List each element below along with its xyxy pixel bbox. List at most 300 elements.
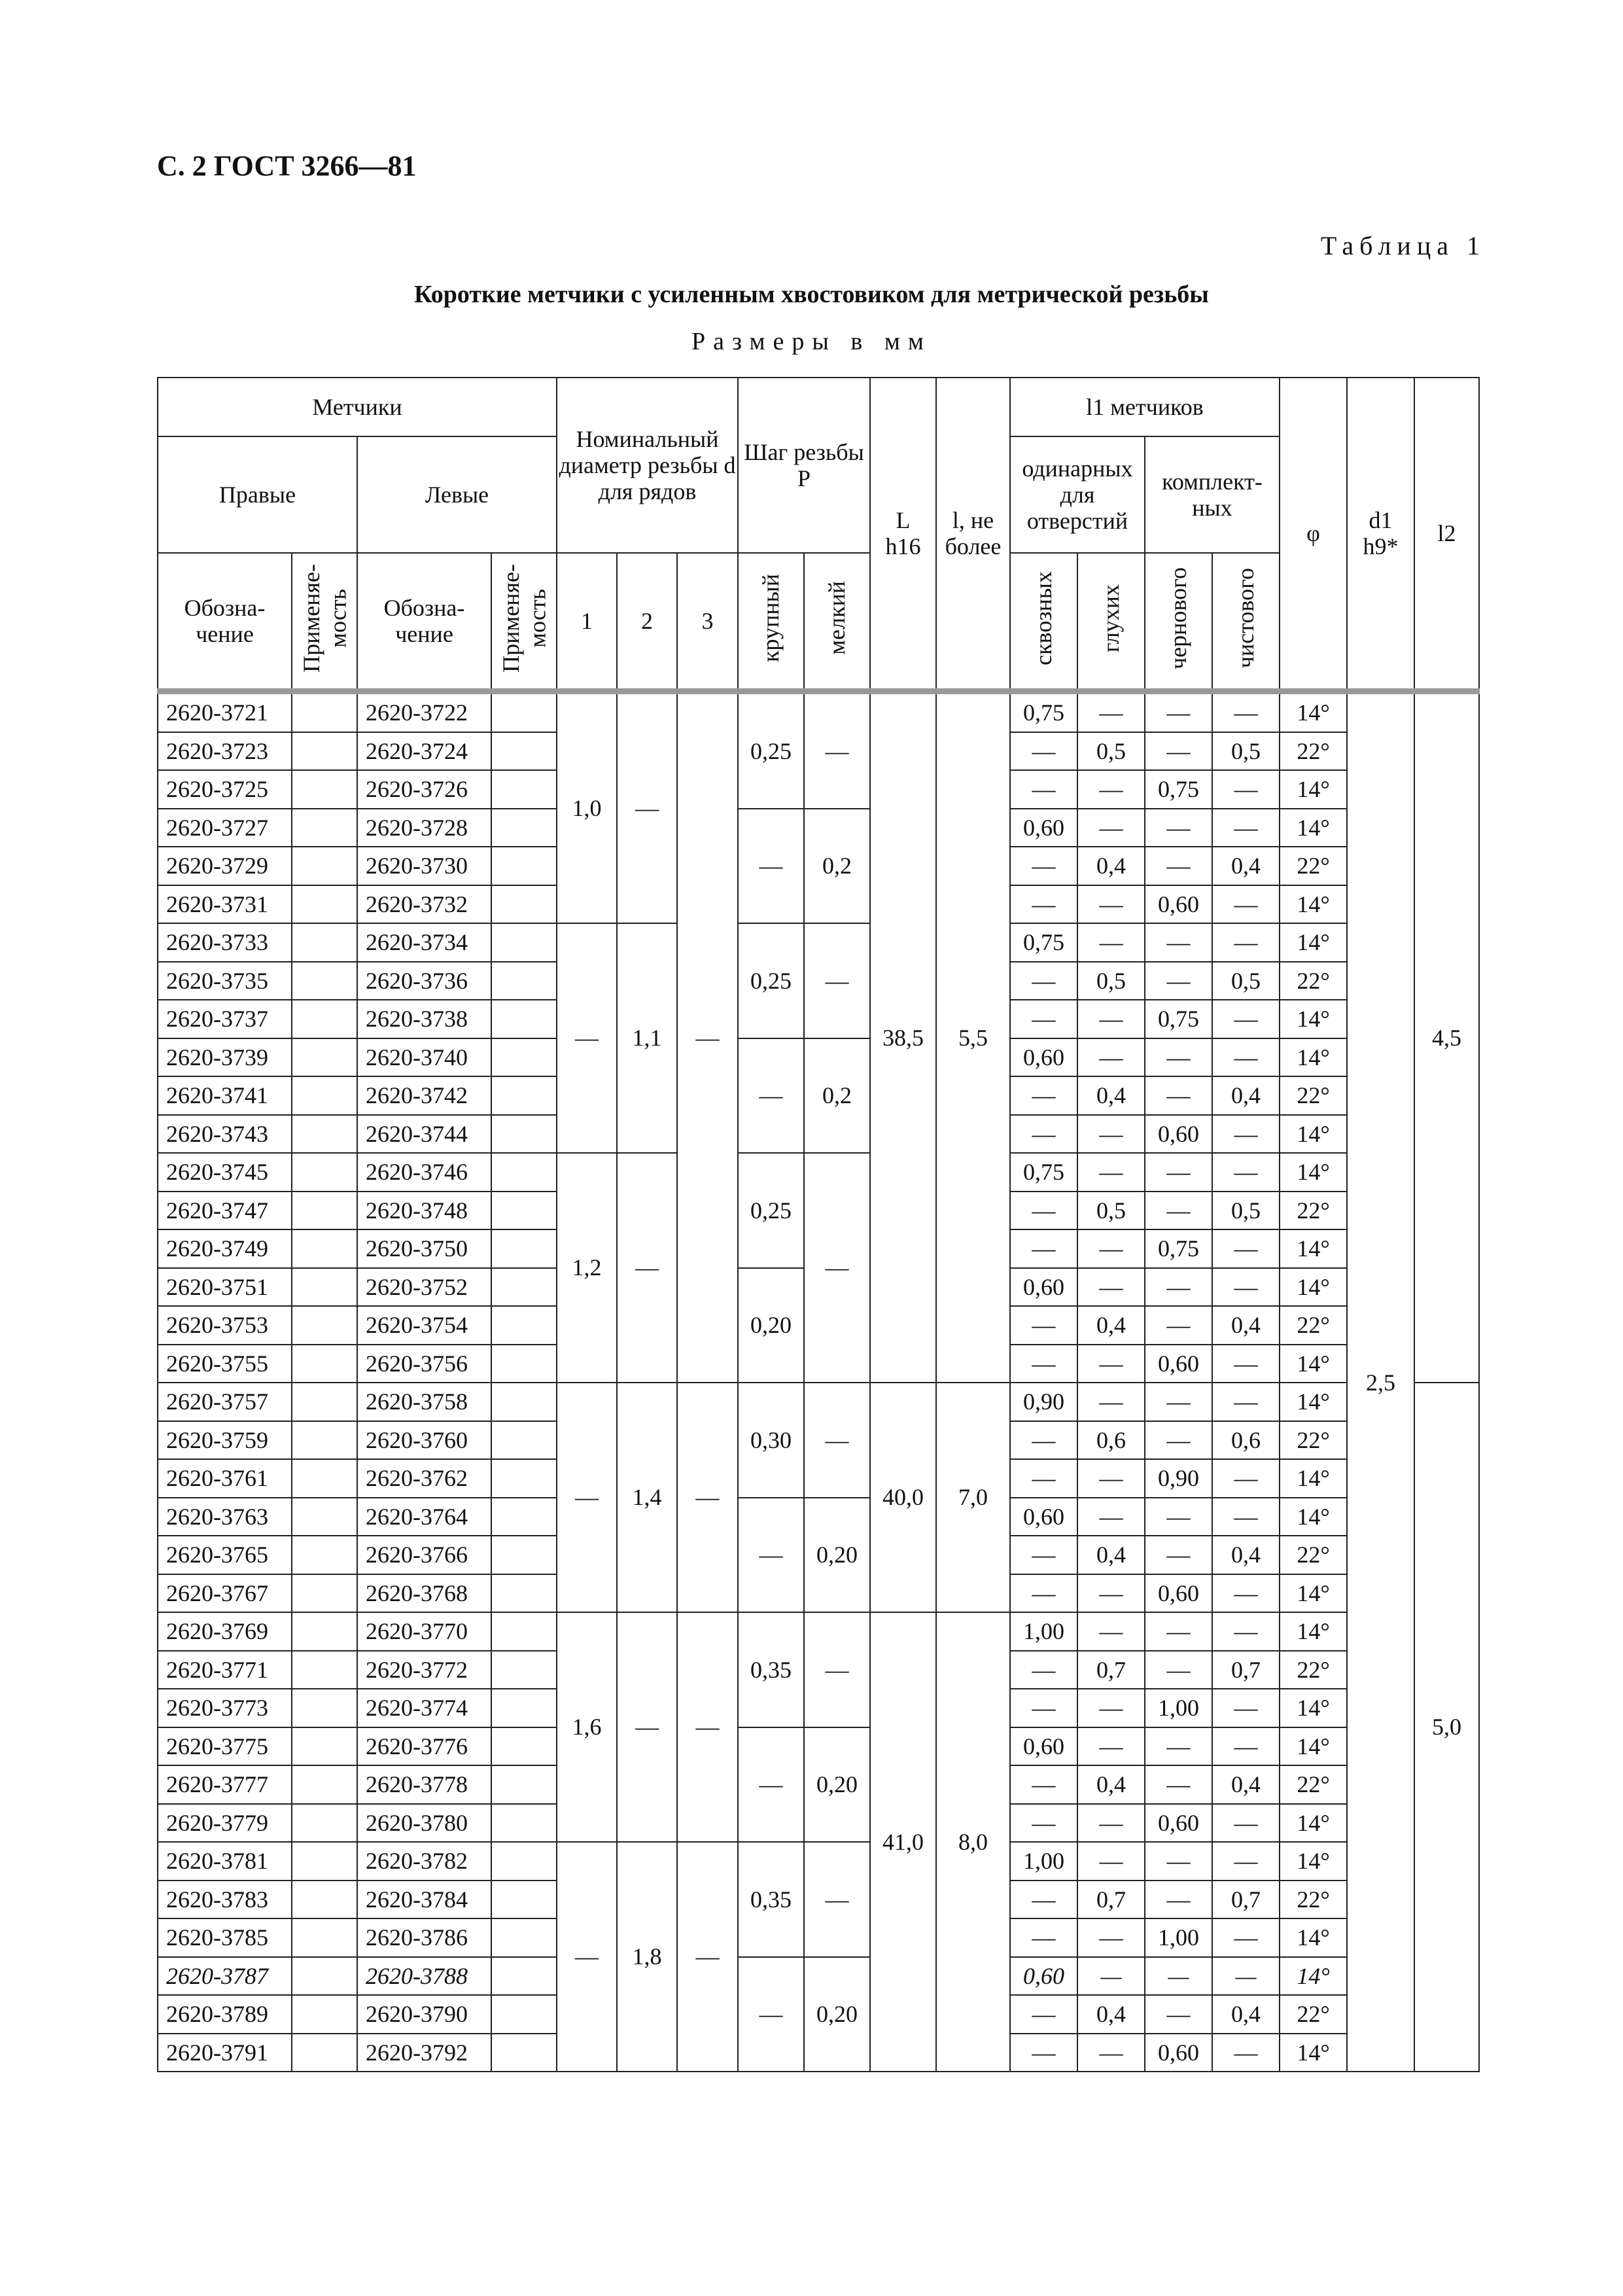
finish-cell: — <box>1212 1153 1280 1192</box>
header-coarse: крупный <box>738 553 804 692</box>
phi-cell: 14° <box>1280 1612 1347 1651</box>
right-applicability-cell <box>292 1727 357 1766</box>
phi-cell: 14° <box>1280 1038 1347 1077</box>
phi-cell: 14° <box>1280 885 1347 924</box>
left-designation-cell: 2620-3746 <box>357 1153 491 1192</box>
through-cell: 0,60 <box>1010 809 1077 847</box>
phi-cell: 14° <box>1280 1842 1347 1881</box>
left-applicability-cell <box>491 1765 557 1804</box>
phi-cell: 22° <box>1280 1651 1347 1689</box>
right-applicability-cell <box>292 1995 357 2034</box>
right-designation-cell: 2620-3755 <box>158 1345 292 1383</box>
table-label: Таблица 1 <box>1320 231 1486 260</box>
d2-cell: — <box>617 692 677 924</box>
left-applicability-cell <box>491 1421 557 1460</box>
phi-cell: 22° <box>1280 1076 1347 1115</box>
finish-cell: — <box>1212 1612 1280 1651</box>
right-designation-cell: 2620-3743 <box>158 1115 292 1154</box>
right-designation-cell: 2620-3773 <box>158 1689 292 1727</box>
right-applicability-cell <box>292 1651 357 1689</box>
phi-cell: 14° <box>1280 1345 1347 1383</box>
right-applicability-cell <box>292 885 357 924</box>
right-applicability-cell <box>292 1153 357 1192</box>
table-row <box>158 1498 1479 1536</box>
fine-cell: — <box>804 1383 870 1498</box>
right-applicability-cell <box>292 1881 357 1919</box>
blind-cell: 0,4 <box>1077 847 1145 885</box>
left-designation-cell: 2620-3754 <box>357 1306 491 1345</box>
header-row-3: 3 <box>677 553 738 692</box>
fine-cell: 0,20 <box>804 1957 870 2072</box>
phi-cell: 22° <box>1280 1995 1347 2034</box>
blind-cell: — <box>1077 770 1145 809</box>
phi-cell: 22° <box>1280 1306 1347 1345</box>
rough-cell: — <box>1145 1651 1212 1689</box>
phi-cell: 14° <box>1280 1727 1347 1766</box>
header-taps: Метчики <box>158 378 557 436</box>
right-designation-cell: 2620-3723 <box>158 732 292 771</box>
phi-cell: 14° <box>1280 1498 1347 1536</box>
phi-cell: 14° <box>1280 1000 1347 1038</box>
through-cell: — <box>1010 732 1077 771</box>
blind-cell: 0,4 <box>1077 1536 1145 1574</box>
d2-cell: 1,1 <box>617 923 677 1153</box>
right-applicability-cell <box>292 1459 357 1498</box>
rough-cell: — <box>1145 1881 1212 1919</box>
coarse-cell: 0,30 <box>738 1383 804 1498</box>
right-designation-cell: 2620-3767 <box>158 1574 292 1613</box>
d1-cell: — <box>557 1842 617 2072</box>
left-designation-cell: 2620-3768 <box>357 1574 491 1613</box>
coarse-cell: 0,25 <box>738 692 804 809</box>
finish-cell: 0,5 <box>1212 732 1280 771</box>
right-applicability-cell <box>292 1918 357 1957</box>
rough-cell: — <box>1145 1612 1212 1651</box>
left-applicability-cell <box>491 847 557 885</box>
blind-cell: 0,7 <box>1077 1881 1145 1919</box>
through-cell: 0,60 <box>1010 1038 1077 1077</box>
page-header: С. 2 ГОСТ 3266—81 <box>157 150 417 182</box>
right-applicability-cell <box>292 1306 357 1345</box>
right-designation-cell: 2620-3739 <box>158 1038 292 1077</box>
finish-cell: — <box>1212 1574 1280 1613</box>
left-designation-cell: 2620-3744 <box>357 1115 491 1154</box>
finish-cell: 0,4 <box>1212 847 1280 885</box>
right-designation-cell: 2620-3777 <box>158 1765 292 1804</box>
blind-cell: — <box>1077 1038 1145 1077</box>
left-applicability-cell <box>491 2034 557 2072</box>
finish-cell: 0,4 <box>1212 1995 1280 2034</box>
coarse-cell: 0,25 <box>738 923 804 1038</box>
through-cell: — <box>1010 1536 1077 1574</box>
right-applicability-cell <box>292 1574 357 1613</box>
blind-cell: — <box>1077 1957 1145 1996</box>
rough-cell: — <box>1145 1957 1212 1996</box>
right-designation-cell: 2620-3785 <box>158 1918 292 1957</box>
finish-cell: 0,4 <box>1212 1076 1280 1115</box>
left-applicability-cell <box>491 809 557 847</box>
through-cell: — <box>1010 1000 1077 1038</box>
rough-cell: — <box>1145 1192 1212 1230</box>
blind-cell: — <box>1077 1918 1145 1957</box>
L-cell: 41,0 <box>870 1612 936 2072</box>
table-row <box>158 923 1479 962</box>
rough-cell: — <box>1145 692 1212 732</box>
blind-cell: — <box>1077 1612 1145 1651</box>
right-designation-cell: 2620-3725 <box>158 770 292 809</box>
finish-cell: 0,7 <box>1212 1651 1280 1689</box>
table-row <box>158 692 1479 732</box>
left-applicability-cell <box>491 1574 557 1613</box>
fine-cell: — <box>804 1153 870 1383</box>
finish-cell: 0,6 <box>1212 1421 1280 1460</box>
left-designation-cell: 2620-3776 <box>357 1727 491 1766</box>
right-applicability-cell <box>292 770 357 809</box>
right-applicability-cell <box>292 1115 357 1154</box>
left-designation-cell: 2620-3740 <box>357 1038 491 1077</box>
blind-cell: — <box>1077 1115 1145 1154</box>
rough-cell: — <box>1145 1842 1212 1881</box>
through-cell: — <box>1010 1765 1077 1804</box>
through-cell: 0,60 <box>1010 1268 1077 1307</box>
left-designation-cell: 2620-3782 <box>357 1842 491 1881</box>
finish-cell: — <box>1212 1115 1280 1154</box>
left-applicability-cell <box>491 1115 557 1154</box>
left-applicability-cell <box>491 1727 557 1766</box>
blind-cell: — <box>1077 692 1145 732</box>
right-applicability-cell <box>292 1192 357 1230</box>
right-designation-cell: 2620-3787 <box>158 1957 292 1996</box>
rough-cell: 0,60 <box>1145 1804 1212 1843</box>
through-cell: — <box>1010 1918 1077 1957</box>
left-designation-cell: 2620-3790 <box>357 1995 491 2034</box>
through-cell: — <box>1010 1192 1077 1230</box>
left-designation-cell: 2620-3792 <box>357 2034 491 2072</box>
phi-cell: 14° <box>1280 1574 1347 1613</box>
d1-cell: 1,6 <box>557 1612 617 1842</box>
through-cell: — <box>1010 1459 1077 1498</box>
left-designation-cell: 2620-3772 <box>357 1651 491 1689</box>
rough-cell: — <box>1145 962 1212 1000</box>
header-l-max: l, не более <box>936 378 1010 692</box>
d2-cell: — <box>617 1612 677 1842</box>
finish-cell: — <box>1212 1345 1280 1383</box>
left-applicability-cell <box>491 1881 557 1919</box>
table-row <box>158 1153 1479 1192</box>
table-body <box>158 692 1479 2072</box>
taps-table <box>157 377 1480 2072</box>
header-l2: l2 <box>1414 378 1479 692</box>
left-applicability-cell <box>491 1804 557 1843</box>
coarse-cell: — <box>738 1038 804 1154</box>
rough-cell: — <box>1145 809 1212 847</box>
d3-cell: — <box>677 692 738 1383</box>
right-applicability-cell <box>292 732 357 771</box>
d1-cell: 1,2 <box>557 1153 617 1383</box>
blind-cell: — <box>1077 1000 1145 1038</box>
through-cell: — <box>1010 1651 1077 1689</box>
phi-cell: 14° <box>1280 692 1347 732</box>
phi-cell: 22° <box>1280 732 1347 771</box>
blind-cell: 0,4 <box>1077 1306 1145 1345</box>
through-cell: — <box>1010 1345 1077 1383</box>
through-cell: — <box>1010 1574 1077 1613</box>
rough-cell: 0,75 <box>1145 1229 1212 1268</box>
right-designation-cell: 2620-3737 <box>158 1000 292 1038</box>
rough-cell: 1,00 <box>1145 1689 1212 1727</box>
finish-cell: — <box>1212 1842 1280 1881</box>
left-designation-cell: 2620-3734 <box>357 923 491 962</box>
blind-cell: 0,4 <box>1077 1995 1145 2034</box>
blind-cell: — <box>1077 1727 1145 1766</box>
blind-cell: — <box>1077 1689 1145 1727</box>
l2-cell: 4,5 <box>1414 692 1479 1383</box>
through-cell: — <box>1010 847 1077 885</box>
right-applicability-cell <box>292 1383 357 1421</box>
header-left-designation: Обозна- чение <box>357 553 491 692</box>
right-designation-cell: 2620-3741 <box>158 1076 292 1115</box>
header-right: Правые <box>158 436 357 553</box>
rough-cell: — <box>1145 1765 1212 1804</box>
table-row <box>158 1727 1479 1766</box>
left-applicability-cell <box>491 1000 557 1038</box>
right-designation-cell: 2620-3783 <box>158 1881 292 1919</box>
header-l1-taps: l1 метчиков <box>1010 378 1280 436</box>
coarse-cell: 0,25 <box>738 1153 804 1268</box>
finish-cell: — <box>1212 1957 1280 1996</box>
blind-cell: — <box>1077 1498 1145 1536</box>
left-applicability-cell <box>491 1383 557 1421</box>
phi-cell: 22° <box>1280 962 1347 1000</box>
rough-cell: — <box>1145 923 1212 962</box>
rough-cell: — <box>1145 1038 1212 1077</box>
left-designation-cell: 2620-3732 <box>357 885 491 924</box>
right-applicability-cell <box>292 692 357 732</box>
fine-cell: — <box>804 923 870 1038</box>
finish-cell: — <box>1212 1727 1280 1766</box>
left-applicability-cell <box>491 1918 557 1957</box>
table-row <box>158 1612 1479 1651</box>
through-cell: — <box>1010 1689 1077 1727</box>
coarse-cell: — <box>738 1957 804 2072</box>
left-applicability-cell <box>491 1612 557 1651</box>
fine-cell: 0,2 <box>804 1038 870 1154</box>
through-cell: — <box>1010 962 1077 1000</box>
phi-cell: 14° <box>1280 1115 1347 1154</box>
fine-cell: 0,2 <box>804 809 870 924</box>
left-applicability-cell <box>491 1498 557 1536</box>
header-right-applicability: Применяе- мость <box>292 553 357 692</box>
blind-cell: — <box>1077 1153 1145 1192</box>
left-applicability-cell <box>491 692 557 732</box>
right-designation-cell: 2620-3775 <box>158 1727 292 1766</box>
blind-cell: 0,4 <box>1077 1076 1145 1115</box>
rough-cell: 0,75 <box>1145 1000 1212 1038</box>
left-applicability-cell <box>491 1651 557 1689</box>
header-row-1: 1 <box>557 553 617 692</box>
through-cell: 0,75 <box>1010 923 1077 962</box>
table-row <box>158 1038 1479 1077</box>
left-applicability-cell <box>491 1306 557 1345</box>
left-designation-cell: 2620-3730 <box>357 847 491 885</box>
right-designation-cell: 2620-3747 <box>158 1192 292 1230</box>
finish-cell: — <box>1212 1229 1280 1268</box>
finish-cell: — <box>1212 770 1280 809</box>
phi-cell: 22° <box>1280 1536 1347 1574</box>
finish-cell: — <box>1212 923 1280 962</box>
finish-cell: — <box>1212 1689 1280 1727</box>
finish-cell: — <box>1212 1000 1280 1038</box>
blind-cell: — <box>1077 1574 1145 1613</box>
left-applicability-cell <box>491 1459 557 1498</box>
d2-cell: 1,8 <box>617 1842 677 2072</box>
d1h9-cell: 2,5 <box>1347 692 1414 2072</box>
left-applicability-cell <box>491 770 557 809</box>
left-designation-cell: 2620-3736 <box>357 962 491 1000</box>
through-cell: — <box>1010 770 1077 809</box>
right-applicability-cell <box>292 2034 357 2072</box>
right-applicability-cell <box>292 1536 357 1574</box>
through-cell: 0,60 <box>1010 1727 1077 1766</box>
phi-cell: 14° <box>1280 1229 1347 1268</box>
through-cell: 0,75 <box>1010 1153 1077 1192</box>
d1-cell: 1,0 <box>557 692 617 924</box>
right-applicability-cell <box>292 847 357 885</box>
blind-cell: 0,7 <box>1077 1651 1145 1689</box>
finish-cell: — <box>1212 1918 1280 1957</box>
left-applicability-cell <box>491 1536 557 1574</box>
rough-cell: — <box>1145 1076 1212 1115</box>
right-designation-cell: 2620-3733 <box>158 923 292 962</box>
left-designation-cell: 2620-3770 <box>357 1612 491 1651</box>
right-designation-cell: 2620-3779 <box>158 1804 292 1843</box>
right-applicability-cell <box>292 1765 357 1804</box>
left-applicability-cell <box>491 732 557 771</box>
right-applicability-cell <box>292 1345 357 1383</box>
through-cell: — <box>1010 885 1077 924</box>
rough-cell: — <box>1145 1995 1212 2034</box>
right-designation-cell: 2620-3769 <box>158 1612 292 1651</box>
left-designation-cell: 2620-3758 <box>357 1383 491 1421</box>
right-designation-cell: 2620-3727 <box>158 809 292 847</box>
phi-cell: 22° <box>1280 1881 1347 1919</box>
header-left-applicability: Применяе- мость <box>491 553 557 692</box>
blind-cell: 0,6 <box>1077 1421 1145 1460</box>
blind-cell: 0,5 <box>1077 1192 1145 1230</box>
fine-cell: — <box>804 1842 870 1957</box>
right-applicability-cell <box>292 809 357 847</box>
finish-cell: 0,4 <box>1212 1765 1280 1804</box>
rough-cell: — <box>1145 1536 1212 1574</box>
left-designation-cell: 2620-3738 <box>357 1000 491 1038</box>
rough-cell: — <box>1145 1268 1212 1307</box>
phi-cell: 14° <box>1280 1957 1347 1996</box>
finish-cell: — <box>1212 809 1280 847</box>
right-applicability-cell <box>292 1229 357 1268</box>
through-cell: — <box>1010 1076 1077 1115</box>
phi-cell: 14° <box>1280 1804 1347 1843</box>
left-designation-cell: 2620-3752 <box>357 1268 491 1307</box>
blind-cell: — <box>1077 923 1145 962</box>
rough-cell: 1,00 <box>1145 1918 1212 1957</box>
right-applicability-cell <box>292 1612 357 1651</box>
fine-cell: — <box>804 1612 870 1727</box>
fine-cell: 0,20 <box>804 1498 870 1613</box>
left-designation-cell: 2620-3774 <box>357 1689 491 1727</box>
right-applicability-cell <box>292 1689 357 1727</box>
header-blind: глухих <box>1077 553 1145 692</box>
finish-cell: 0,7 <box>1212 1881 1280 1919</box>
phi-cell: 14° <box>1280 1459 1347 1498</box>
coarse-cell: 0,20 <box>738 1268 804 1383</box>
left-applicability-cell <box>491 885 557 924</box>
phi-cell: 22° <box>1280 1421 1347 1460</box>
finish-cell: — <box>1212 1383 1280 1421</box>
through-cell: — <box>1010 1306 1077 1345</box>
l2-cell: 5,0 <box>1414 1383 1479 2072</box>
left-applicability-cell <box>491 1038 557 1077</box>
blind-cell: — <box>1077 1459 1145 1498</box>
finish-cell: — <box>1212 885 1280 924</box>
right-applicability-cell <box>292 1076 357 1115</box>
right-designation-cell: 2620-3731 <box>158 885 292 924</box>
left-designation-cell: 2620-3748 <box>357 1192 491 1230</box>
left-applicability-cell <box>491 1153 557 1192</box>
phi-cell: 14° <box>1280 1268 1347 1307</box>
left-designation-cell: 2620-3764 <box>357 1498 491 1536</box>
left-applicability-cell <box>491 1689 557 1727</box>
left-designation-cell: 2620-3762 <box>357 1459 491 1498</box>
rough-cell: — <box>1145 847 1212 885</box>
rough-cell: 0,60 <box>1145 1115 1212 1154</box>
right-applicability-cell <box>292 962 357 1000</box>
through-cell: — <box>1010 1115 1077 1154</box>
right-designation-cell: 2620-3745 <box>158 1153 292 1192</box>
finish-cell: 0,5 <box>1212 1192 1280 1230</box>
through-cell: — <box>1010 2034 1077 2072</box>
right-applicability-cell <box>292 1268 357 1307</box>
finish-cell: — <box>1212 1038 1280 1077</box>
L-cell: 40,0 <box>870 1383 936 1612</box>
right-designation-cell: 2620-3721 <box>158 692 292 732</box>
left-designation-cell: 2620-3722 <box>357 692 491 732</box>
left-applicability-cell <box>491 923 557 962</box>
L-cell: 38,5 <box>870 692 936 1383</box>
right-designation-cell: 2620-3757 <box>158 1383 292 1421</box>
through-cell: 0,60 <box>1010 1498 1077 1536</box>
right-designation-cell: 2620-3781 <box>158 1842 292 1881</box>
finish-cell: 0,4 <box>1212 1306 1280 1345</box>
rough-cell: 0,90 <box>1145 1459 1212 1498</box>
left-applicability-cell <box>491 1192 557 1230</box>
right-applicability-cell <box>292 1957 357 1996</box>
left-designation-cell: 2620-3788 <box>357 1957 491 1996</box>
right-designation-cell: 2620-3771 <box>158 1651 292 1689</box>
left-designation-cell: 2620-3728 <box>357 809 491 847</box>
left-designation-cell: 2620-3724 <box>357 732 491 771</box>
fine-cell: — <box>804 692 870 809</box>
right-designation-cell: 2620-3759 <box>158 1421 292 1460</box>
right-applicability-cell <box>292 1421 357 1460</box>
left-applicability-cell <box>491 1076 557 1115</box>
finish-cell: — <box>1212 1268 1280 1307</box>
finish-cell: 0,5 <box>1212 962 1280 1000</box>
through-cell: 1,00 <box>1010 1842 1077 1881</box>
right-designation-cell: 2620-3735 <box>158 962 292 1000</box>
phi-cell: 22° <box>1280 847 1347 885</box>
header-pitch: Шаг резьбы P <box>738 378 870 553</box>
phi-cell: 14° <box>1280 770 1347 809</box>
